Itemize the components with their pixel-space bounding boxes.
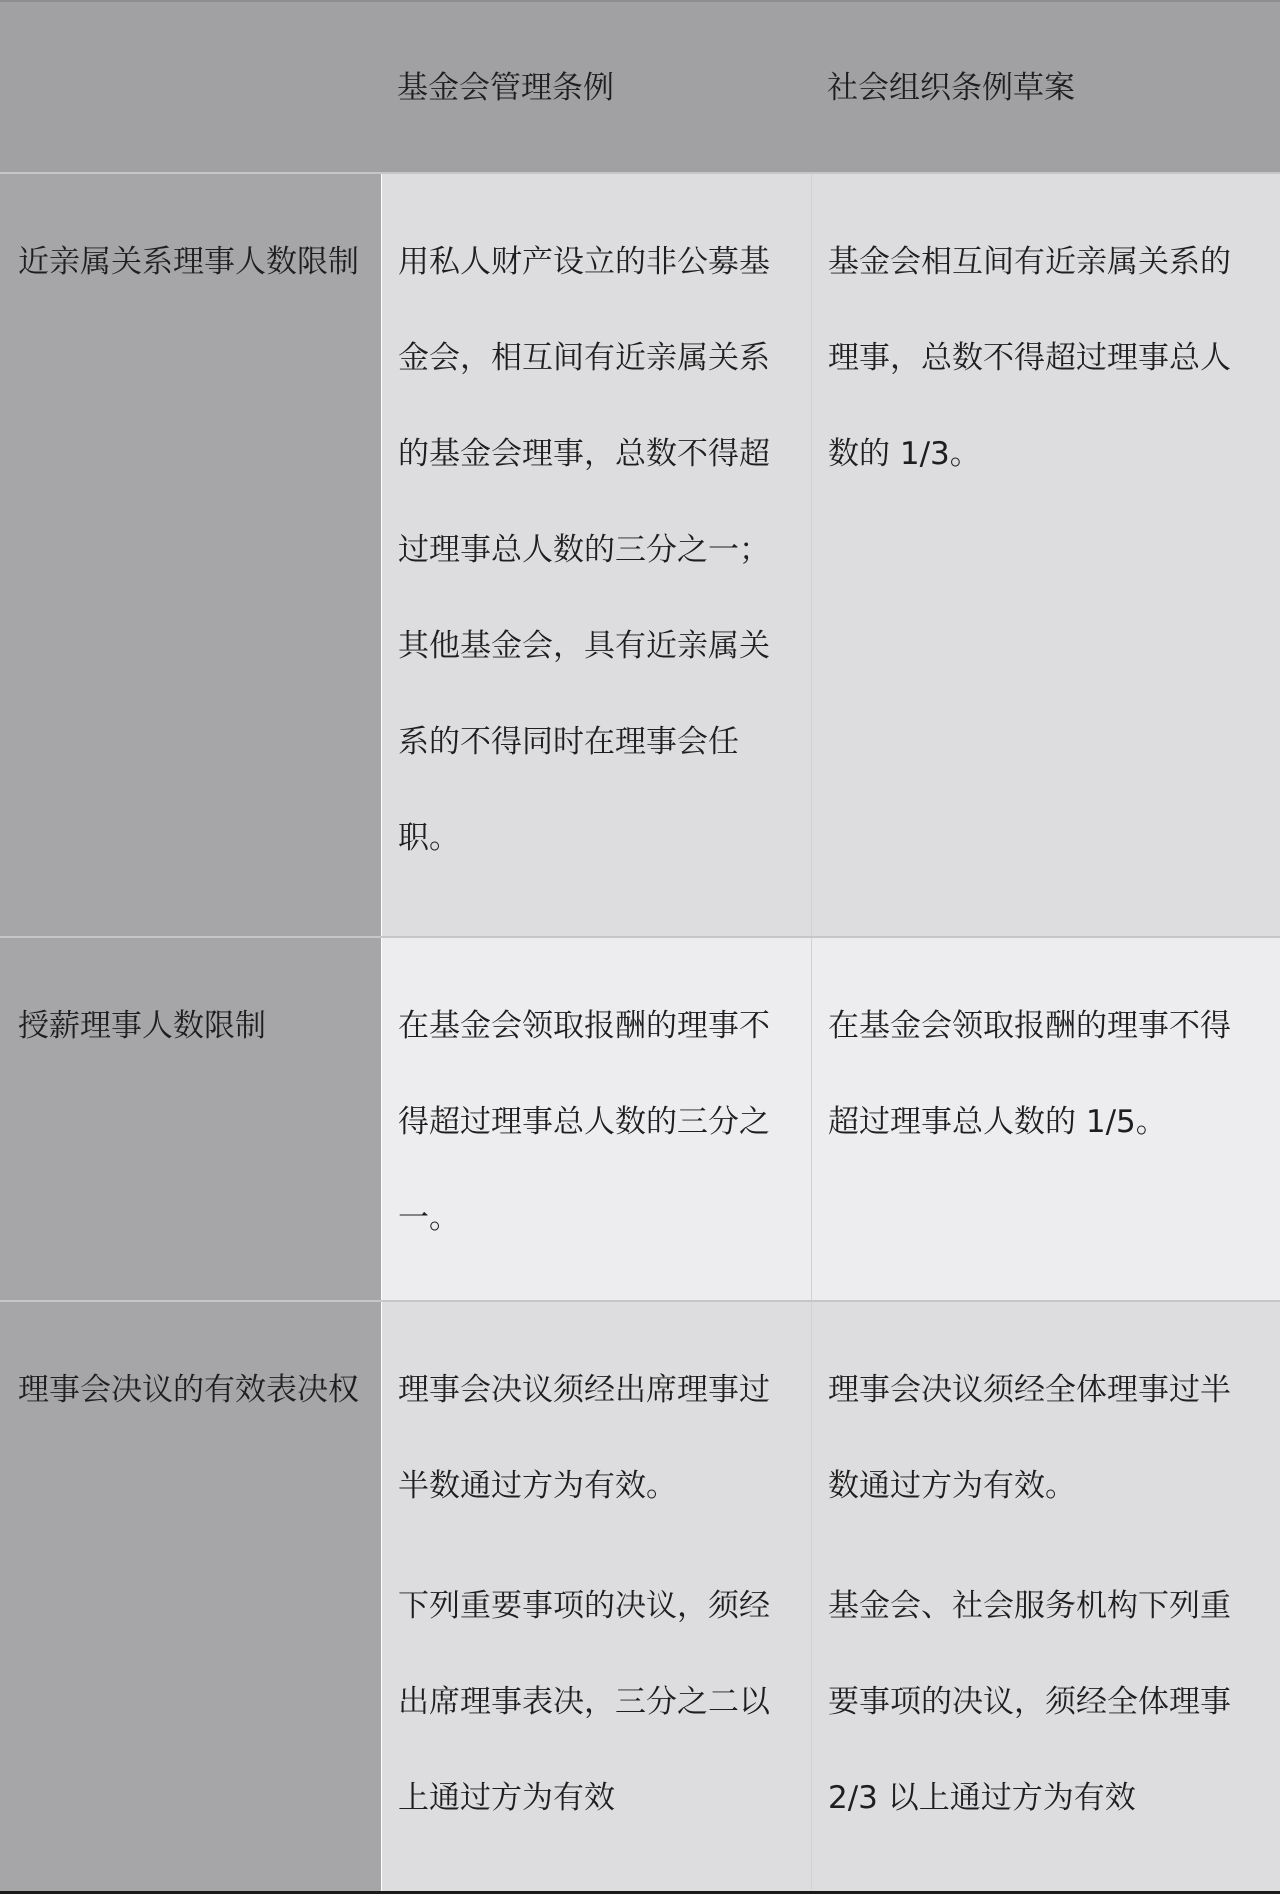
- cell-paragraph: 基金会、社会服务机构下列重要事项的决议，须经全体理事 2/3 以上通过方为有效: [828, 1588, 1231, 1816]
- header-cell-empty: [0, 2, 381, 172]
- table-row: [0, 1300, 1280, 1894]
- cell-paragraph: 下列重要事项的决议，须经出席理事表决，三分之二以上通过方为有效: [398, 1588, 770, 1816]
- paragraph-gap: [398, 1534, 793, 1558]
- cell-paragraph: 用私人财产设立的非公募基金会，相互间有近亲属关系的基金会理事，总数不得超过理事总人数的三分之一；其他基金会，具有近亲属关系的不得同时在理事会任职。: [398, 244, 770, 856]
- social-org-draft-cell: [811, 938, 1280, 1300]
- header-cell-foundation-regulation: 基金会管理条例: [397, 70, 614, 106]
- cell-paragraph: 基金会相互间有近亲属关系的理事，总数不得超过理事总人数的 1/3。: [828, 244, 1231, 472]
- header-cell-social-org-draft: 社会组织条例草案: [827, 70, 1075, 106]
- social-org-draft-cell: [811, 174, 1280, 936]
- cell-paragraph: 在基金会领取报酬的理事不得超过理事总人数的 1/5。: [828, 1008, 1231, 1140]
- cell-paragraph: 在基金会领取报酬的理事不得超过理事总人数的三分之一。: [398, 1008, 770, 1236]
- row-label: 理事会决议的有效表决权: [0, 1302, 381, 1891]
- foundation-regulation-cell: [381, 1302, 811, 1891]
- foundation-regulation-cell: [381, 174, 811, 936]
- paragraph-gap: [828, 1534, 1258, 1558]
- social-org-draft-cell: [811, 1302, 1280, 1891]
- foundation-regulation-cell: [381, 938, 811, 1300]
- cell-paragraph: 理事会决议须经全体理事过半数通过方为有效。: [828, 1372, 1231, 1504]
- table-row: [0, 172, 1280, 936]
- cell-paragraph: 理事会决议须经出席理事过半数通过方为有效。: [398, 1372, 770, 1504]
- row-label: 授薪理事人数限制: [0, 938, 381, 1300]
- table-header-row: [0, 0, 1280, 172]
- table-row: [0, 936, 1280, 1300]
- row-label: 近亲属关系理事人数限制: [0, 174, 381, 936]
